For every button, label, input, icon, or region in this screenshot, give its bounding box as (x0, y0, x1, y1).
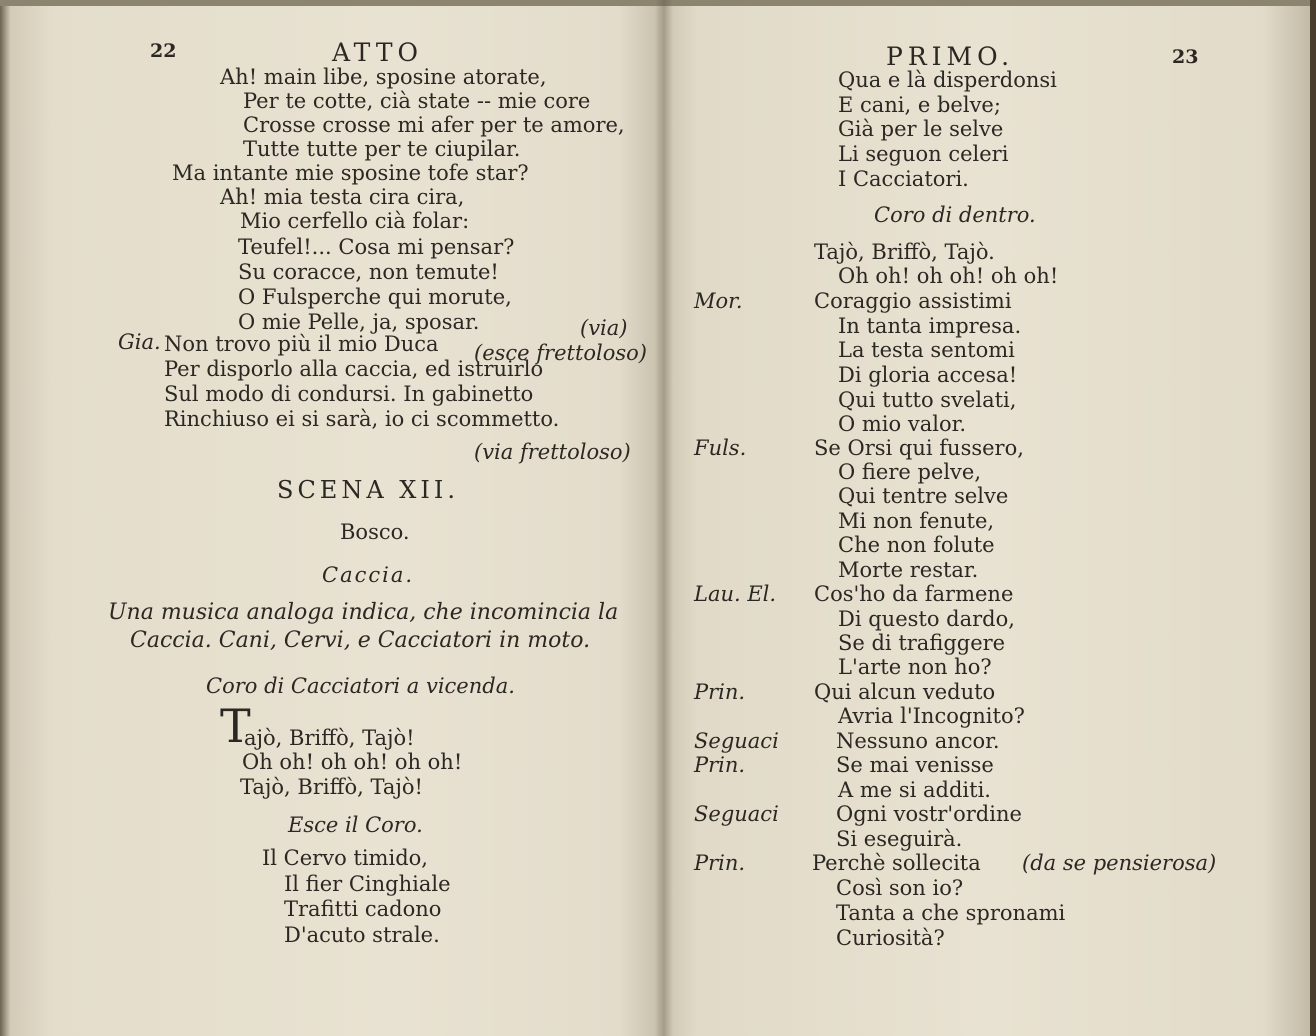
speaker-label: Seguaci (694, 802, 779, 826)
verse-line: Qui tutto svelati, (838, 388, 1017, 412)
verse-line: O mio valor. (838, 412, 966, 436)
verse-line: Oh oh! oh oh! oh oh! (838, 264, 1059, 288)
verse-line: Rinchiuso ei si sarà, io ci scommetto. (164, 407, 560, 431)
verse-line: Oh oh! oh oh! oh oh! (242, 750, 463, 774)
verse-line: Sul modo di condursi. In gabinetto (164, 382, 534, 406)
verse-line: O Fulsperche qui morute, (238, 285, 512, 309)
verse-line: Di questo dardo, (838, 607, 1015, 631)
verse-line: Si eseguirà. (836, 827, 963, 851)
drop-cap: T (220, 699, 251, 753)
verse-line: Coraggio assistimi (814, 289, 1012, 313)
speaker-label: Gia. (118, 330, 161, 354)
stage-direction: Una musica analoga indica, che incomincia la (108, 600, 619, 625)
verse-line: Ah! mia testa cira cira, (220, 185, 465, 209)
verse-line: A me si additi. (838, 778, 991, 802)
speaker-label: Seguaci (694, 729, 779, 753)
verse-line: Avria l'Incognito? (838, 704, 1025, 728)
running-head-left: ATTO (332, 38, 423, 67)
verse-line: Cos'ho da farmene (814, 582, 1014, 606)
verse-line: Il Cervo timido, (262, 846, 428, 870)
stage-direction: (da se pensierosa) (1022, 851, 1217, 875)
verse-line: Per te cotte, cià state -- mie core (243, 89, 591, 113)
verse-line: Qua e là disperdonsi (838, 68, 1057, 92)
verse-line: Così son io? (836, 876, 964, 900)
running-head-right: PRIMO. (886, 42, 1015, 71)
verse-line: Che non folute (838, 533, 995, 557)
stage-direction: (via frettoloso) (474, 440, 631, 464)
book-gutter (655, 0, 673, 1036)
verse-line: Il fier Cinghiale (284, 872, 451, 896)
verse-line: I Cacciatori. (838, 167, 969, 191)
speaker-label: Prin. (694, 680, 746, 704)
verse-line: Già per le selve (838, 117, 1004, 141)
verse-line: Curiosità? (836, 926, 945, 950)
stage-direction: (esce frettoloso) (474, 341, 647, 365)
scene-subtitle: Caccia. (322, 563, 415, 587)
verse-line: Tutte tutte per te ciupilar. (243, 137, 521, 161)
verse-line: Perchè sollecita (812, 851, 981, 875)
verse-line: Teufel!... Cosa mi pensar? (238, 235, 515, 259)
verse-line: Morte restar. (838, 558, 979, 582)
verse-line: Trafitti cadono (284, 897, 442, 921)
verse-line: Non trovo più il mio Duca (164, 332, 439, 356)
speaker-label: Lau. El. (694, 582, 777, 606)
stage-direction: Caccia. Cani, Cervi, e Cacciatori in moto. (130, 628, 591, 653)
verse-line: Qui alcun veduto (814, 680, 996, 704)
verse-line: Tanta a che spronami (836, 901, 1066, 925)
verse-line: Per disporlo alla caccia, ed istruirlo (164, 357, 544, 381)
verse-line: L'arte non ho? (838, 655, 992, 679)
verse-line: Tajò, Briffò, Tajò. (814, 240, 995, 264)
verse-line: Ah! main libe, sposine atorate, (220, 65, 547, 89)
page-edge-left (0, 0, 10, 1036)
verse-line: E cani, e belve; (838, 93, 1001, 117)
verse-line: Se Orsi qui fussero, (814, 436, 1024, 460)
page-edge-right (1310, 0, 1316, 1036)
verse-line: Mio cerfello cià folar: (240, 209, 470, 233)
page-number-left: 22 (150, 40, 177, 62)
verse-line: Ogni vostr'ordine (836, 802, 1022, 826)
verse-line: Se mai venisse (836, 753, 994, 777)
verse-line: Ma intante mie sposine tofe star? (172, 161, 529, 185)
speaker-label: Fuls. (694, 436, 747, 460)
stage-direction: Esce il Coro. (288, 813, 423, 837)
stage-direction: (via) (580, 316, 628, 340)
speaker-label: Prin. (694, 753, 746, 777)
chorus-heading: Coro di dentro. (874, 203, 1036, 227)
verse-line: Nessuno ancor. (836, 729, 1000, 753)
verse-line: Su coracce, non temute! (238, 260, 499, 284)
verse-line: Mi non fenute, (838, 509, 995, 533)
chorus-heading: Coro di Cacciatori a vicenda. (206, 674, 515, 698)
page-number-right: 23 (1172, 46, 1199, 68)
verse-line: Qui tentre selve (838, 484, 1009, 508)
speaker-label: Prin. (694, 851, 746, 875)
verse-line: O fiere pelve, (838, 460, 982, 484)
verse-line: Crosse crosse mi afer per te amore, (243, 113, 625, 137)
verse-line: O mie Pelle, ja, sposar. (238, 310, 480, 334)
speaker-label: Mor. (694, 289, 743, 313)
verse-line: Li seguon celeri (838, 142, 1009, 166)
scene-place: Bosco. (340, 520, 410, 544)
verse-line: In tanta impresa. (838, 314, 1022, 338)
verse-line: Di gloria accesa! (838, 363, 1018, 387)
verse-line: D'acuto strale. (284, 923, 440, 947)
verse-line: Tajò, Briffò, Tajò! (240, 775, 423, 799)
verse-line: La testa sentomi (838, 338, 1015, 362)
verse-line: Se di trafiggere (838, 631, 1006, 655)
scene-title: SCENA XII. (277, 476, 459, 504)
verse-line: ajò, Briffò, Tajò! (244, 726, 415, 750)
